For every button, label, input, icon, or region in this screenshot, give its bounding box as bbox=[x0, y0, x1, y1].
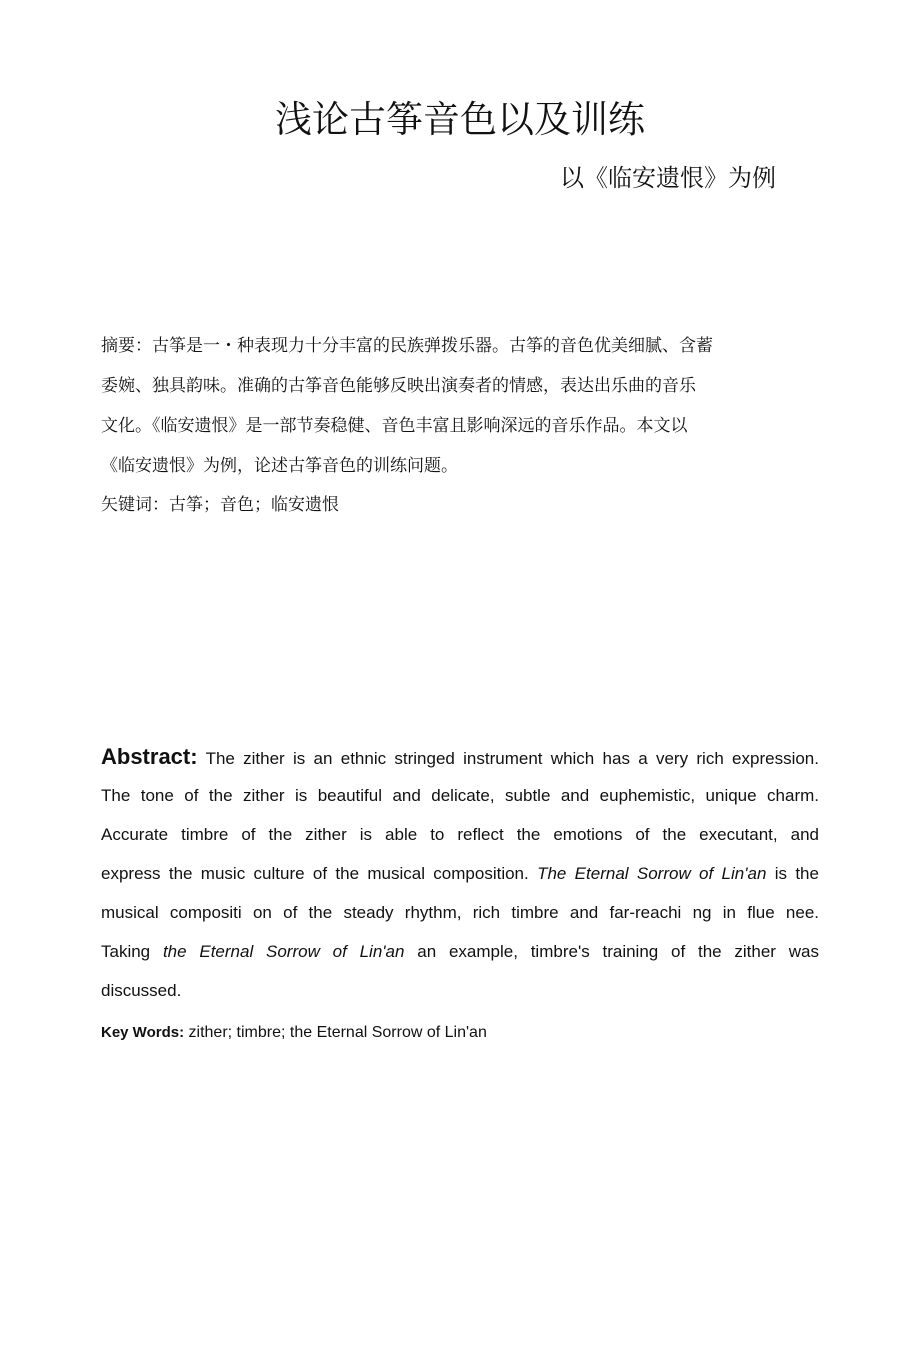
keywords-text: zither; timbre; the Eternal Sorrow of Lin'an bbox=[188, 1024, 487, 1041]
english-abstract bbox=[101, 737, 819, 1010]
page-title: 浅论古筝音色以及训练 bbox=[275, 98, 645, 141]
english-abstract-line: Accurate timbre of the zither is able to reflect the emotions of the executant, and bbox=[101, 825, 819, 844]
abstract-text: Taking bbox=[101, 942, 151, 961]
abstract-text: is the bbox=[774, 864, 819, 883]
chinese-abstract-line: 文化。《临安遗恨》是一部节奏稳健、音色丰富且影响深远的音乐作品。本文以 bbox=[101, 416, 688, 436]
english-abstract-line bbox=[101, 932, 819, 971]
english-abstract-line: The tone of the zither is beautiful and delicate, subtle and euphemistic, unique charm. bbox=[101, 786, 819, 805]
abstract-label: Abstract: bbox=[101, 744, 198, 769]
chinese-abstract-line: 摘要：古筝是一・种表现力十分丰富的民族弹拨乐器。古筝的音色优美细腻、含蓄 bbox=[101, 336, 713, 356]
work-title-italic: The Eternal Sorrow of Lin'an bbox=[537, 864, 767, 883]
english-abstract-line bbox=[101, 854, 819, 893]
abstract-text: The zither is an ethnic stringed instrument which has a very rich expression. bbox=[205, 749, 819, 768]
chinese-keywords: 矢键词：古筝；音色；临安遗恨 bbox=[101, 495, 339, 515]
chinese-abstract-line: 委婉、独具韵味。准确的古筝音色能够反映出演奏者的情感，表达出乐曲的音乐 bbox=[101, 376, 696, 396]
english-keywords bbox=[101, 1015, 487, 1051]
chinese-abstract bbox=[101, 326, 791, 486]
english-abstract-line: musical compositi on of the steady rhythm, rich timbre and far-reachi ng in flue nee. bbox=[101, 903, 819, 922]
chinese-abstract-line: 《临安遗恨》为例，论述古筝音色的训练问题。 bbox=[101, 456, 458, 476]
subtitle: 以《临安遗恨》为例 bbox=[560, 164, 776, 192]
abstract-text: an example, timbre's training of the zither was bbox=[417, 942, 819, 961]
english-abstract-line: discussed. bbox=[101, 981, 182, 1000]
english-abstract-line bbox=[101, 737, 819, 776]
work-title-italic: the Eternal Sorrow of Lin'an bbox=[162, 942, 405, 961]
abstract-text: express the music culture of the musical composition. bbox=[101, 864, 529, 883]
keywords-label: Key Words: bbox=[101, 1024, 185, 1041]
